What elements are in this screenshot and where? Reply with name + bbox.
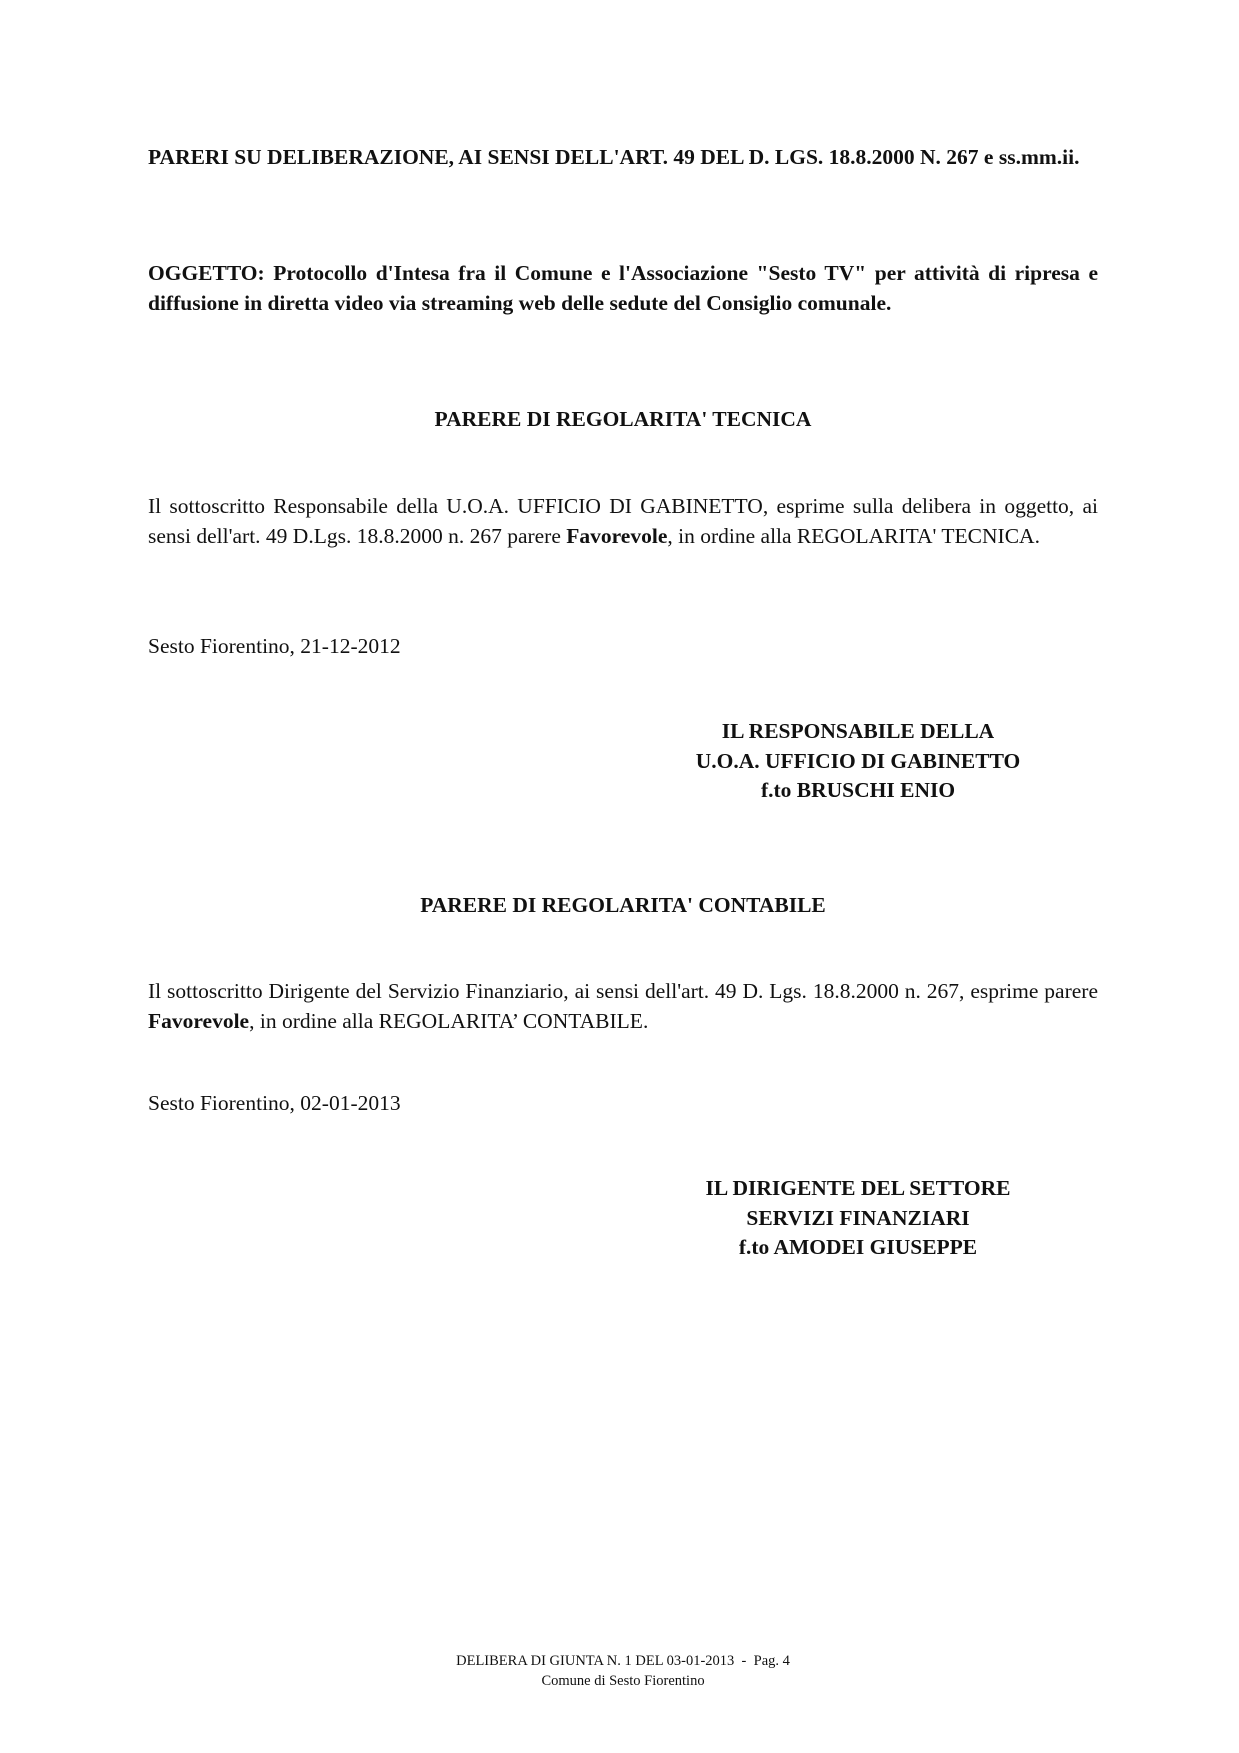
footer-reference: DELIBERA DI GIUNTA N. 1 DEL 03-01-2013 - Pag. 4 [456, 1653, 790, 1669]
technical-text: Il sottoscritto Responsabile della U.O.A. UFFICIO DI GABINETTO, esprime sulla delibera in oggetto, ai sensi dell'art. 49 D.Lgs. 18.8.2000 n. 267 parere [148, 494, 1098, 548]
accounting-text-end: , in ordine alla REGOLARITA’ CONTABILE. [249, 1008, 649, 1033]
accounting-place-date: Sesto Fiorentino, 02-01-2013 [148, 1091, 401, 1115]
page-footer [300, 1651, 946, 1691]
signature-line: IL DIRIGENTE DEL SETTORE [705, 1176, 1011, 1200]
technical-place-date: Sesto Fiorentino, 21-12-2012 [148, 634, 401, 658]
footer-municipality: Comune di Sesto Fiorentino [541, 1673, 705, 1689]
technical-signature [608, 717, 1108, 806]
signature-line: U.O.A. UFFICIO DI GABINETTO [695, 748, 1021, 773]
accounting-opinion: Favorevole [148, 1008, 250, 1033]
technical-opinion: Favorevole [566, 523, 668, 548]
accounting-signature [608, 1174, 1108, 1263]
accounting-paragraph [148, 977, 1098, 1036]
document-subject: OGGETTO: Protocollo d'Intesa fra il Comune e l'Associazione "Sesto TV" per attività di ripresa e diffusione in diretta video via streaming web delle sedute del Consiglio comunale. [148, 261, 1098, 315]
signature-line: f.to AMODEI GIUSEPPE [738, 1235, 978, 1259]
signature-line: f.to BRUSCHI ENIO [760, 778, 956, 802]
signature-line: IL RESPONSABILE DELLA [721, 719, 995, 743]
technical-text-end: , in ordine alla REGOLARITA' TECNICA. [667, 523, 1040, 548]
accounting-heading: PARERE DI REGOLARITA' CONTABILE [420, 893, 826, 917]
signature-line: SERVIZI FINANZIARI [746, 1205, 970, 1230]
document-title: PARERI SU DELIBERAZIONE, AI SENSI DELL'ART. 49 DEL D. LGS. 18.8.2000 N. 267 e ss.mm.ii. [148, 145, 1080, 169]
accounting-text: Il sottoscritto Dirigente del Servizio Finanziario, ai sensi dell'art. 49 D. Lgs. 18.8.2000 n. 267, esprime parere [148, 979, 1098, 1003]
technical-paragraph [148, 492, 1098, 551]
technical-heading: PARERE DI REGOLARITA' TECNICA [434, 407, 812, 431]
